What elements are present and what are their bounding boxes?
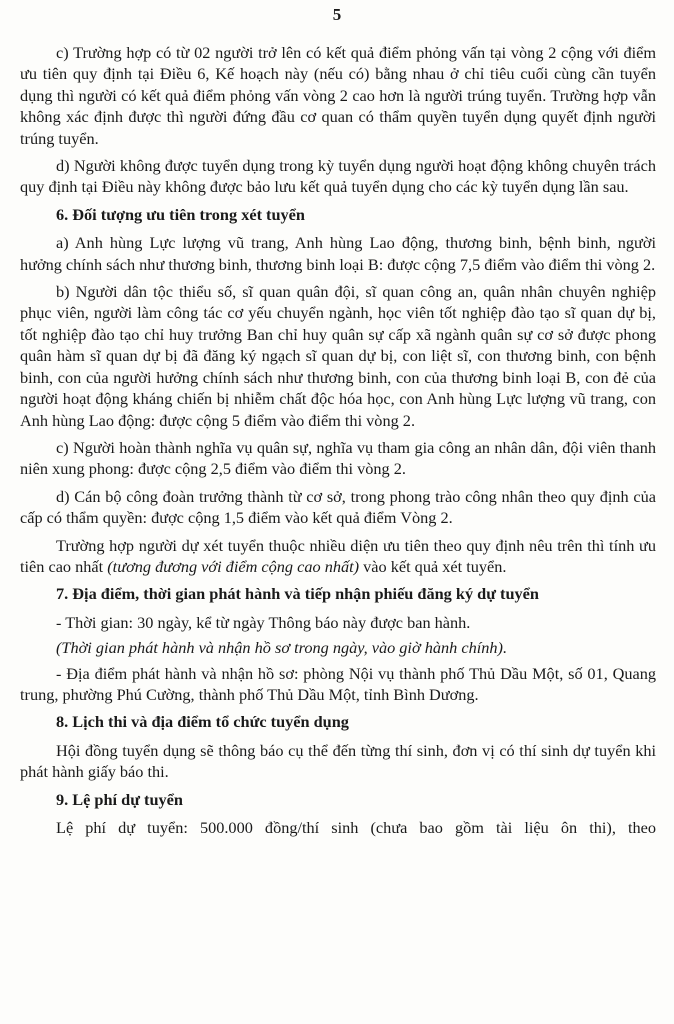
section-heading-6: 6. Đối tượng ưu tiên trong xét tuyển: [56, 204, 305, 224]
paragraph-6-priority-note: [20, 535, 656, 578]
page-number: 5: [332, 5, 342, 24]
paragraph-6c: c) Người hoàn thành nghĩa vụ quân sự, nghĩa vụ tham gia công an nhân dân, đội viên thanh niên xung phong: được cộng 2,5 điểm vào điểm thi vòng 2.: [20, 437, 656, 479]
priority-note-text: Trường hợp người dự xét tuyển thuộc nhiều diện ưu tiên theo quy định nêu trên thì tính ưu tiên cao nhất: [20, 535, 656, 576]
paragraph-6b: b) Người dân tộc thiểu số, sĩ quan quân đội, sĩ quan công an, quân nhân chuyên nghiệp phục viên, người làm công tác cơ yếu chuyển ngành, học viên tốt nghiệp đào tạo sĩ quan dự bị, tốt nghiệp đào tạo chỉ huy trưởng Ban chỉ huy quân sự cấp xã ngành quân sự cơ sở được phong quân hàm sĩ quan dự bị đã đăng ký ngạch sĩ quan dự bị, con liệt sĩ, con thương binh, con bệnh binh, con của người hưởng chính sách như thương binh, con của thương binh loại B, con đẻ của người hoạt động kháng chiến bị nhiễm chất độc hóa học, con Anh hùng Lực lượng vũ trang, con Anh hùng Lao động: được cộng 5 điểm vào điểm thi vòng 2.: [20, 282, 656, 430]
section-heading-7: 7. Địa điểm, thời gian phát hành và tiếp nhận phiếu đăng ký dự tuyển: [56, 584, 539, 604]
paragraph-2d: d) Người không được tuyển dụng trong kỳ tuyển dụng người hoạt động không chuyên trách quy định tại Điều này không được bảo lưu kết quả tuyển dụng cho các kỳ tuyển dụng lần sau.: [20, 156, 656, 197]
paragraph-7-time-note: (Thời gian phát hành và nhận hồ sơ trong ngày, vào giờ hành chính).: [56, 638, 508, 658]
document-body: [20, 42, 656, 844]
paragraph-7-location: - Địa điểm phát hành và nhận hồ sơ: phòng Nội vụ thành phố Thủ Dầu Một, số 01, Quang trung, phường Phú Cường, thành phố Thủ Dầu Một, tỉnh Bình Dương.: [20, 663, 656, 704]
paragraph-9: Lệ phí dự tuyển: 500.000 đồng/thí sinh (chưa bao gồm tài liệu ôn thi), theo: [56, 818, 656, 837]
section-heading-8: 8. Lịch thi và địa điểm tổ chức tuyển dụng: [56, 712, 349, 732]
paragraph-2c: c) Trường hợp có từ 02 người trở lên có kết quả điểm phỏng vấn tại vòng 2 cộng với điểm ưu tiên quy định tại Điều 6, Kế hoạch này (nếu có) bằng nhau ở chỉ tiêu cuối cùng cần tuyển dụng thì người có kết quả điểm phỏng vấn vòng 2 cao hơn là người trúng tuyển. Trường hợp vẫn không xác định được thì người đứng đầu cơ quan có thẩm quyền tuyển dụng quyết định người trúng tuyển.: [20, 43, 656, 148]
section-heading-9: 9. Lệ phí dự tuyển: [56, 789, 183, 809]
paragraph-7-time: - Thời gian: 30 ngày, kể từ ngày Thông báo này được ban hành.: [56, 612, 471, 632]
paragraph-6d: d) Cán bộ công đoàn trưởng thành từ cơ sở, trong phong trào công nhân theo quy định của cấp có thẩm quyền: được cộng 1,5 điểm vào kết quả điểm Vòng 2.: [20, 486, 656, 528]
paragraph-8: Hội đồng tuyển dụng sẽ thông báo cụ thể đến từng thí sinh, đơn vị có thí sinh dự tuyển khi phát hành giấy báo thi.: [20, 740, 656, 782]
priority-note-text-end: vào kết quả xét tuyển.: [359, 556, 507, 576]
priority-note-italic: (tương đương với điểm cộng cao nhất): [107, 556, 360, 576]
paragraph-6a: a) Anh hùng Lực lượng vũ trang, Anh hùng Lao động, thương binh, bệnh binh, người hưởng chính sách như thương binh, thương binh loại B: được cộng 7,5 điểm vào điểm thi vòng 2.: [20, 233, 656, 274]
